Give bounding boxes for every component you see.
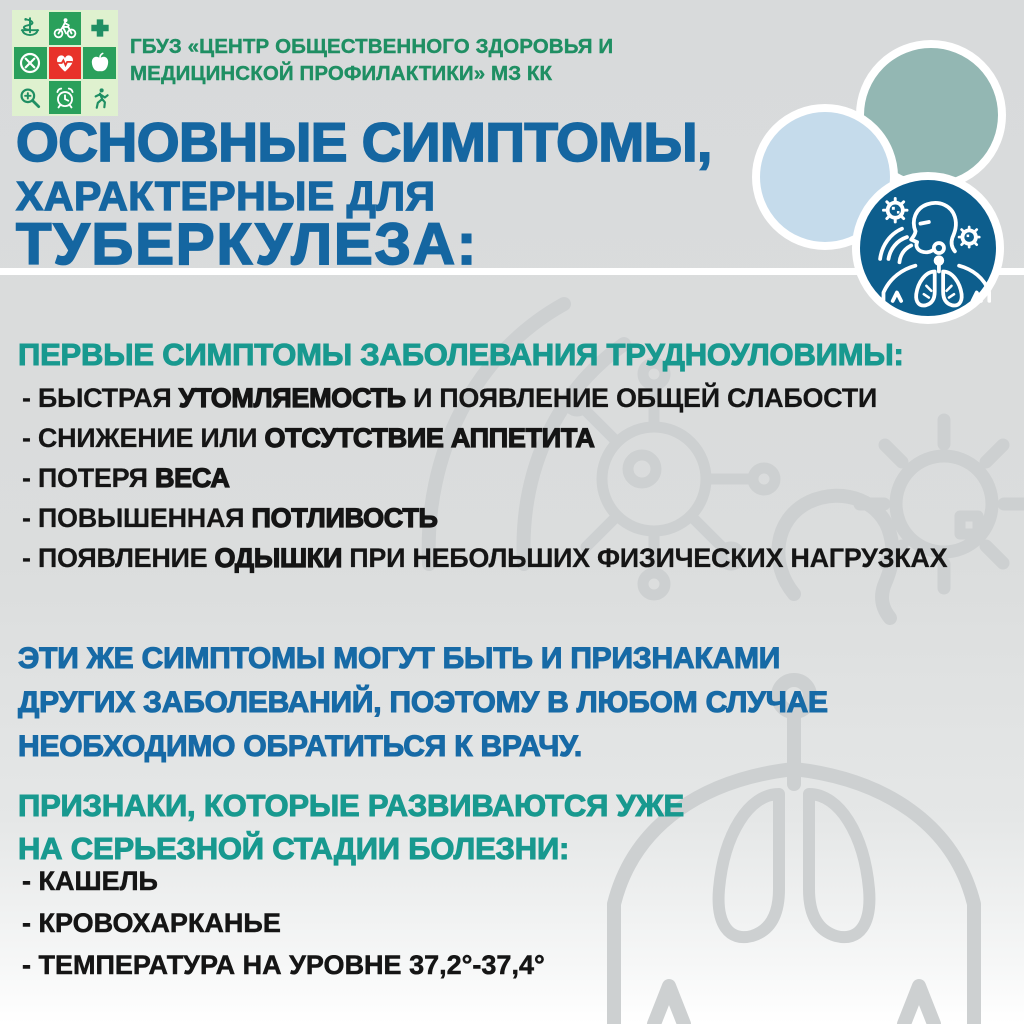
germ-icon — [883, 198, 907, 222]
page-title-line3: ТУБЕРКУЛЕЗА: — [16, 212, 479, 277]
org-name-line2: МЕДИЦИНСКОЙ ПРОФИЛАКТИКИ» МЗ КК — [130, 62, 553, 85]
org-logo — [12, 10, 118, 116]
germ-icon — [959, 227, 979, 247]
medical-cross-icon — [83, 12, 116, 45]
list-item: - ПОТЕРЯ ВЕСА — [22, 463, 230, 493]
list-item: ДРУГИХ ЗАБОЛЕВАНИЙ, ПОЭТОМУ В ЛЮБОМ СЛУЧАЕ — [18, 686, 828, 719]
late-signs-heading-line1: ПРИЗНАКИ, КОТОРЫЕ РАЗВИВАЮТСЯ УЖЕ — [18, 788, 684, 823]
no-food-sign-icon — [14, 47, 47, 80]
list-item: - ПОЯВЛЕНИЕ ОДЫШКИ ПРИ НЕБОЛЬШИХ ФИЗИЧЕСКИХ НАГРУЗКАХ — [22, 543, 948, 573]
late-signs-heading — [18, 784, 684, 870]
list-item: - КАШЕЛЬ — [22, 866, 158, 896]
list-item: НЕОБХОДИМО ОБРАТИТЬСЯ К ВРАЧУ. — [18, 730, 583, 763]
list-item: - СНИЖЕНИЕ ИЛИ ОТСУТСТВИЕ АППЕТИТА — [22, 423, 595, 453]
late-signs-heading-line2: НА СЕРЬЕЗНОЙ СТАДИИ БОЛЕЗНИ: — [18, 831, 570, 866]
list-item: - ПОВЫШЕННАЯ ПОТЛИВОСТЬ — [22, 503, 438, 533]
tb-badge — [852, 172, 1004, 324]
late-signs-list — [18, 860, 545, 986]
cyclist-icon — [49, 12, 82, 45]
list-item: - БЫСТРАЯ УТОМЛЯЕМОСТЬ И ПОЯВЛЕНИЕ ОБЩЕЙ СЛАБОСТИ — [22, 383, 877, 413]
early-symptoms-heading: ПЕРВЫЕ СИМПТОМЫ ЗАБОЛЕВАНИЯ ТРУДНОУЛОВИМЫ: — [18, 337, 904, 372]
apple-icon — [83, 47, 116, 80]
hygieia-bowl-icon — [14, 12, 47, 45]
heart-pulse-icon — [49, 47, 82, 80]
page-title-line2: ХАРАКТЕРНЫЕ ДЛЯ — [16, 173, 436, 219]
coughing-person-lungs-icon — [865, 185, 991, 311]
org-name-line1: ГБУЗ «ЦЕНТР ОБЩЕСТВЕННОГО ЗДОРОВЬЯ И — [130, 35, 614, 58]
list-item: - ТЕМПЕРАТУРА НА УРОВНЕ 37,2°-37,4° — [22, 950, 545, 980]
early-symptoms-list — [18, 378, 986, 578]
list-item: ЭТИ ЖЕ СИМПТОМЫ МОГУТ БЫТЬ И ПРИЗНАКАМИ — [18, 642, 781, 675]
see-doctor-notice — [18, 637, 828, 769]
list-item: - КРОВОХАРКАНЬЕ — [22, 908, 281, 938]
org-name — [130, 33, 613, 87]
page-title-line1: ОСНОВНЫЕ СИМПТОМЫ, — [16, 111, 712, 173]
